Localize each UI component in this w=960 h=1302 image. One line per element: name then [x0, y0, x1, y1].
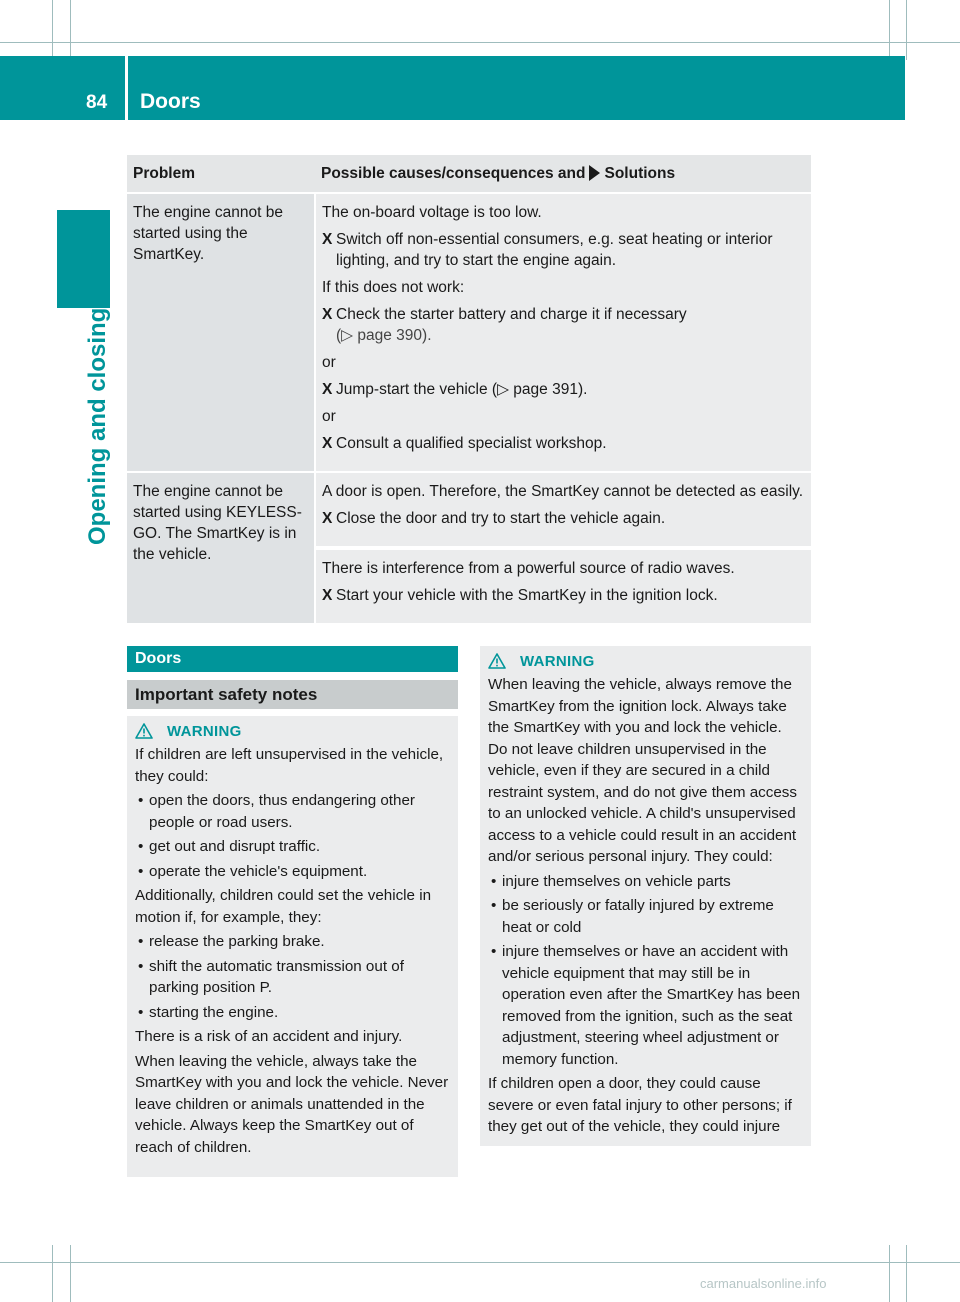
action-step — [322, 379, 805, 400]
warning-text: When leaving the vehicle, always remove the SmartKey from the ignition lock. Always take the SmartKey with you and lock the vehicle. Do not leave children unsupervised in the vehicle, even if they are secured in a child restraint system, and do not give them access to an unlocked vehicle. A child's unsupervised access to a vehicle could result in an accident and/or serious personal injury. They could: — [488, 676, 797, 865]
warning-text: If children open a door, they could cause severe or even fatal injury to other persons; if they get out of the vehicle, they could injure — [488, 1075, 792, 1135]
step-x-icon: X — [322, 231, 333, 248]
header-divider — [125, 56, 128, 120]
list-item — [135, 861, 450, 883]
list-item-text: operate the vehicle's equipment. — [149, 862, 368, 880]
step-text: Switch off non-essential consumers, e.g. seat heating or interior lighting, and try to start the engine again. — [336, 231, 773, 269]
step-x-icon: X — [322, 510, 333, 527]
bullet-icon: • — [138, 862, 144, 880]
problem-cell: The engine cannot be started using KEYLESS-GO. The SmartKey is in the vehicle. — [127, 472, 315, 623]
list-item-text: open the doors, thus endangering other people or road users. — [149, 792, 415, 831]
crop-mark — [52, 1245, 53, 1302]
step-text: Consult a qualified specialist workshop. — [336, 435, 607, 452]
crop-mark — [0, 1262, 960, 1263]
warning-label: WARNING — [167, 723, 242, 740]
list-item-text: shift the automatic transmission out of parking position P. — [149, 957, 404, 996]
warning-text: If children are left unsupervised in the vehicle, they could: — [135, 746, 444, 785]
page-header — [0, 56, 905, 120]
warning-triangle-icon — [488, 653, 506, 669]
crop-mark — [906, 1245, 907, 1302]
arrow-right-icon — [589, 165, 600, 181]
cause-text: If this does not work: — [322, 279, 465, 296]
section-heading-doors: Doors — [135, 650, 182, 667]
bullet-icon: • — [138, 838, 144, 855]
action-step — [322, 304, 805, 346]
bullet-icon: • — [491, 897, 497, 914]
solution-cell — [315, 548, 811, 623]
problem-cell: The engine cannot be started using the SmartKey. — [127, 193, 315, 472]
warning-text: Additionally, children could set the vehicle in motion if, for example, they: — [135, 887, 432, 926]
action-step — [322, 229, 805, 271]
step-text: Start your vehicle with the SmartKey in the ignition lock. — [336, 587, 718, 604]
troubleshooting-table — [127, 155, 811, 623]
action-step — [322, 585, 805, 606]
crop-mark — [52, 0, 53, 60]
column-header-problem: Problem — [127, 155, 315, 193]
list-item — [488, 941, 803, 1070]
step-x-icon: X — [322, 381, 333, 398]
list-item-text: starting the engine. — [149, 1003, 279, 1021]
warning-text: There is a risk of an accident and injury. — [135, 1028, 403, 1045]
column-header-solutions — [315, 155, 811, 193]
bullet-icon: • — [491, 872, 497, 890]
list-item — [135, 790, 450, 833]
list-item — [135, 956, 450, 999]
bullet-icon: • — [138, 792, 144, 809]
chapter-marker — [57, 210, 110, 308]
bullet-icon: • — [138, 933, 144, 950]
bullet-icon: • — [138, 1003, 144, 1021]
list-item-text: be seriously or fatally injured by extreme heat or cold — [502, 897, 774, 936]
subsection-heading-safety: Important safety notes — [135, 685, 318, 704]
list-item — [135, 931, 450, 953]
step-x-icon: X — [322, 435, 333, 452]
page-title: Doors — [140, 90, 201, 113]
list-item-text: release the parking brake. — [149, 933, 325, 950]
step-text: Check the starter battery and charge it if necessary — [336, 306, 687, 323]
warning-text: When leaving the vehicle, always take the SmartKey with you and lock the vehicle. Never leave children or animals unattended in the vehicle. Always keep the SmartKey out of reach of children. — [135, 1052, 449, 1156]
cause-text: The on-board voltage is too low. — [322, 204, 542, 221]
watermark: carmanualsonline.info — [700, 1276, 827, 1291]
list-item — [135, 1002, 450, 1024]
list-item-text: get out and disrupt traffic. — [149, 838, 321, 855]
list-item — [488, 895, 803, 938]
page-reference: (▷ page 390). — [336, 327, 432, 344]
page-number: 84 — [86, 92, 108, 113]
cause-text: A door is open. Therefore, the SmartKey cannot be detected as easily. — [322, 483, 804, 500]
warning-header — [488, 650, 803, 672]
step-text: Jump-start the vehicle (▷ page 391). — [336, 381, 588, 398]
crop-mark — [70, 0, 71, 60]
crop-mark — [0, 42, 960, 43]
step-x-icon: X — [322, 306, 333, 323]
column-header-solutions-label: Possible causes/consequences and — [321, 165, 586, 182]
solution-cell — [315, 193, 811, 472]
chapter-title: Opening and closing — [84, 307, 111, 545]
table-header-row — [127, 155, 811, 193]
crop-mark — [889, 1245, 890, 1302]
solution-cell — [315, 472, 811, 548]
warning-box-right — [480, 646, 811, 1146]
list-item — [135, 836, 450, 858]
action-step — [322, 433, 805, 454]
warning-box-left — [127, 716, 458, 1177]
table-row — [127, 193, 811, 472]
column-header-solutions-suffix: Solutions — [604, 165, 676, 182]
step-text: Close the door and try to start the vehicle again. — [336, 510, 666, 527]
step-x-icon: X — [322, 587, 333, 604]
crop-mark — [906, 0, 907, 60]
bullet-icon: • — [138, 957, 144, 975]
crop-mark — [889, 0, 890, 60]
warning-header — [135, 720, 450, 742]
list-item — [488, 871, 803, 893]
or-text: or — [322, 354, 336, 371]
crop-mark — [70, 1245, 71, 1302]
cause-text: There is interference from a powerful source of radio waves. — [322, 560, 735, 577]
list-item-text: injure themselves on vehicle parts — [502, 872, 731, 890]
bullet-icon: • — [491, 943, 497, 960]
warning-triangle-icon — [135, 723, 153, 739]
or-text: or — [322, 408, 336, 425]
list-item-text: injure themselves or have an accident with vehicle equipment that may still be in operation even after the SmartKey has been removed from the ignition, such as the seat adjustment, steering wheel adjustment or memory function. — [502, 943, 801, 1068]
action-step — [322, 508, 805, 529]
warning-label: WARNING — [520, 653, 595, 670]
table-row — [127, 472, 811, 548]
